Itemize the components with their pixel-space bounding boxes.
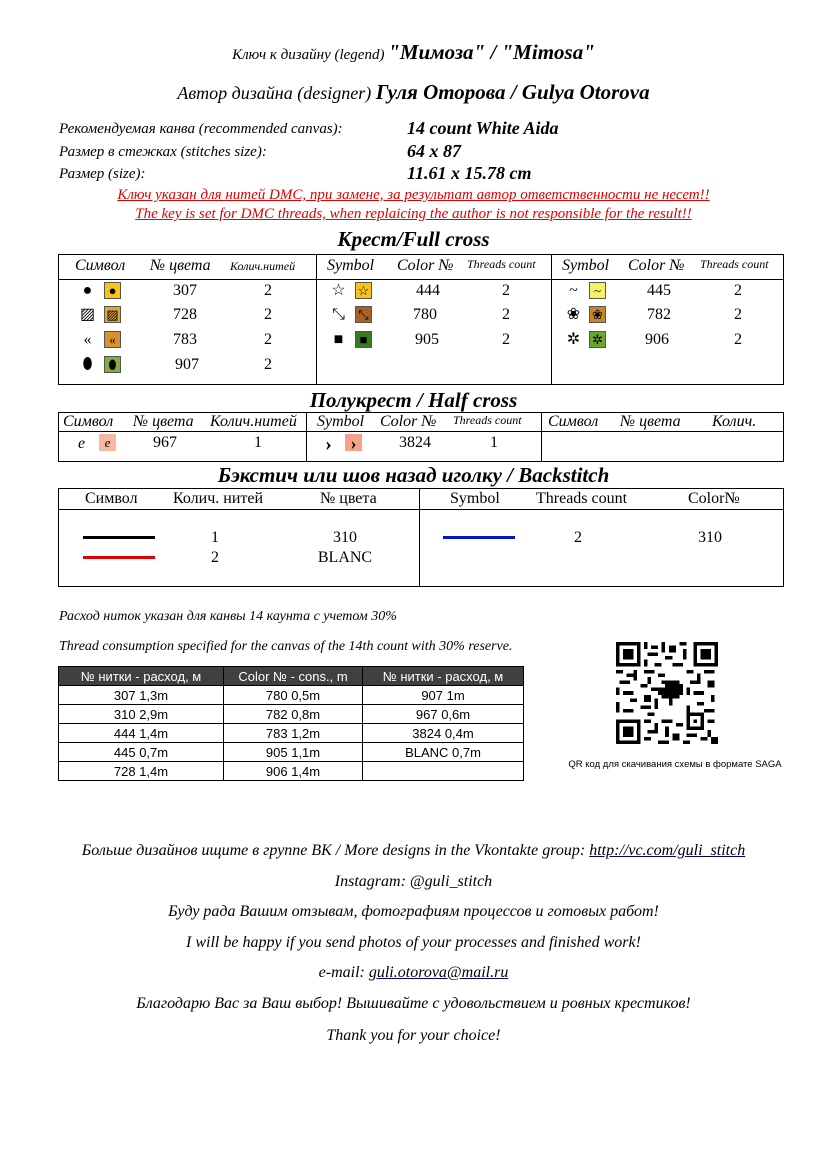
fc-color-905: 905 bbox=[415, 331, 439, 348]
bs-color-310: 310 bbox=[333, 529, 357, 546]
fc-color-782: 782 bbox=[647, 306, 671, 323]
canvas-value: 14 count White Aida bbox=[407, 118, 559, 138]
fc-symbol-783: « bbox=[83, 330, 92, 348]
fc-color-907: 907 bbox=[175, 356, 199, 373]
fc-h1-symbol: Символ bbox=[75, 257, 126, 274]
email-link[interactable]: guli.otorova@mail.ru bbox=[368, 964, 509, 981]
fc-h2-symbol: Symbol bbox=[327, 257, 375, 274]
fc-swatch-783: « bbox=[104, 331, 121, 348]
footer-feedback-ru: Буду рада Вашим отзывам, фотографиям процессов и готовых работ! bbox=[168, 903, 659, 920]
cons-cell: 728 1,4m bbox=[59, 762, 224, 781]
fc-symbol-780: ⤡ bbox=[332, 305, 345, 323]
fc-color-783: 783 bbox=[173, 331, 197, 348]
fc-h3-symbol: Symbol bbox=[562, 257, 610, 274]
bs-count-310: 1 bbox=[211, 529, 219, 546]
fc-color-728: 728 bbox=[173, 306, 197, 323]
consumption-note-en: Thread consumption specified for the canvas of the 14th count with 30% reserve. bbox=[59, 639, 513, 654]
hc-swatch-3824: › bbox=[345, 434, 362, 451]
cons-cell: 905 1,1m bbox=[224, 743, 363, 762]
bs-count-blanc: 2 bbox=[211, 549, 219, 566]
cons-cell: BLANC 0,7m bbox=[363, 743, 524, 762]
fc-count-445: 2 bbox=[734, 282, 742, 299]
fc-swatch-444: ☆ bbox=[355, 282, 372, 299]
fc-swatch-782: ❀ bbox=[589, 306, 606, 323]
fc-count-728: 2 bbox=[264, 306, 272, 323]
bs-line-black bbox=[83, 536, 155, 539]
consumption-note-ru: Расход ниток указан для канвы 14 каунта с учетом 30% bbox=[59, 609, 397, 624]
cons-cell: 3824 0,4m bbox=[363, 724, 524, 743]
fc-color-780: 780 bbox=[413, 306, 437, 323]
footer-feedback-en: I will be happy if you send photos of your processes and finished work! bbox=[186, 934, 641, 951]
more-designs-text: Больше дизайнов ищите в группе ВК / More designs in the Vkontakte group: bbox=[81, 842, 586, 859]
size-label: Размер (size): bbox=[59, 166, 146, 182]
consumption-header-row bbox=[59, 667, 524, 686]
legend-title bbox=[0, 40, 827, 65]
fc-symbol-444: ☆ bbox=[331, 281, 346, 299]
hc-symbol-3824: › bbox=[325, 432, 332, 455]
backstitch-title: Бэкстич или шов назад иголку / Backstitch bbox=[217, 463, 610, 487]
fc-swatch-906: ✲ bbox=[589, 331, 606, 348]
bs-line-red bbox=[83, 556, 155, 559]
qr-caption: QR код для скачивания схемы в формате SAGA bbox=[568, 759, 782, 770]
hc-swatch-967: e bbox=[99, 434, 116, 451]
full-cross-title: Крест/Full cross bbox=[337, 227, 490, 251]
table-row bbox=[59, 743, 524, 762]
fc-count-905: 2 bbox=[502, 331, 510, 348]
warning-en: The key is set for DMC threads, when replaicing the author is not responsible for the result!! bbox=[135, 206, 692, 222]
fc-count-907: 2 bbox=[264, 356, 272, 373]
hc-color-967: 967 bbox=[153, 434, 177, 451]
warning-ru: Ключ указан для нитей DMC, при замене, за результат автор ответственности не несет!! bbox=[117, 187, 710, 203]
hc-h1-color: № цвета bbox=[133, 413, 194, 430]
cons-cell: 906 1,4m bbox=[224, 762, 363, 781]
fc-swatch-780: ⤡ bbox=[355, 306, 372, 323]
fc-count-783: 2 bbox=[264, 331, 272, 348]
table-row bbox=[59, 724, 524, 743]
email-label: e-mail: bbox=[318, 964, 365, 981]
bs-color-blanc: BLANC bbox=[317, 549, 373, 566]
backstitch-table bbox=[58, 488, 784, 587]
designer-prefix: Автор дизайна (designer) bbox=[177, 83, 372, 103]
cons-cell: 310 2,9m bbox=[59, 705, 224, 724]
half-cross-title: Полукрест / Half cross bbox=[309, 388, 518, 412]
cons-cell: 782 0,8m bbox=[224, 705, 363, 724]
size-value: 11.61 x 15.78 cm bbox=[407, 163, 532, 183]
hc-count-967: 1 bbox=[254, 434, 262, 451]
fc-count-307: 2 bbox=[264, 282, 272, 299]
bs-color-310-right: 310 bbox=[698, 529, 722, 546]
hc-h3-count: Колич. bbox=[712, 413, 757, 430]
fc-h3-count: Threads count bbox=[700, 257, 769, 271]
table-row bbox=[59, 686, 524, 705]
qr-code[interactable] bbox=[616, 642, 718, 744]
hc-h3-symbol: Символ bbox=[548, 413, 599, 430]
footer-thanks-ru: Благодарю Вас за Ваш выбор! Вышивайте с удовольствием и ровных крестиков! bbox=[136, 995, 691, 1012]
bs-hl-symbol: Символ bbox=[85, 490, 138, 507]
design-name: "Мимоза" / "Mimosa" bbox=[388, 40, 595, 64]
footer-more-designs bbox=[0, 842, 827, 860]
fc-h3-color: Color № bbox=[628, 257, 685, 274]
cons-cell: 444 1,4m bbox=[59, 724, 224, 743]
hc-h2-symbol: Symbol bbox=[317, 413, 365, 430]
footer-thanks-en: Thank you for your choice! bbox=[326, 1027, 501, 1044]
cons-cell bbox=[363, 762, 524, 781]
fc-symbol-907: ⬮ bbox=[82, 355, 93, 373]
fc-swatch-307: ● bbox=[104, 282, 121, 299]
footer-instagram: Instagram: @guli_stitch bbox=[334, 873, 493, 890]
fc-symbol-905: ■ bbox=[333, 330, 344, 348]
fc-count-782: 2 bbox=[734, 306, 742, 323]
bs-hl-color: № цвета bbox=[320, 490, 377, 507]
hc-symbol-967: e bbox=[77, 434, 86, 452]
hc-h2-color: Color № bbox=[380, 413, 437, 430]
hc-count-3824: 1 bbox=[490, 434, 498, 451]
table-row bbox=[59, 705, 524, 724]
stitches-label: Размер в стежках (stitches size): bbox=[59, 144, 267, 160]
fc-swatch-907: ⬮ bbox=[104, 356, 121, 373]
fc-symbol-307: ● bbox=[82, 281, 93, 299]
consumption-table bbox=[58, 666, 524, 781]
fc-swatch-445: ~ bbox=[589, 282, 606, 299]
fc-color-307: 307 bbox=[173, 282, 197, 299]
cons-cell: 783 1,2m bbox=[224, 724, 363, 743]
stitches-value: 64 x 87 bbox=[407, 141, 461, 161]
bs-hr-color: Color№ bbox=[688, 490, 740, 507]
hc-h1-count: Колич.нитей bbox=[210, 413, 297, 430]
fc-h2-color: Color № bbox=[397, 257, 454, 274]
hc-color-3824: 3824 bbox=[399, 434, 431, 451]
fc-color-906: 906 bbox=[645, 331, 669, 348]
hc-h1-symbol: Символ bbox=[63, 413, 114, 430]
fc-color-444: 444 bbox=[416, 282, 440, 299]
fc-count-780: 2 bbox=[502, 306, 510, 323]
bs-hl-count: Колич. нитей bbox=[173, 490, 264, 507]
fc-count-906: 2 bbox=[734, 331, 742, 348]
fc-swatch-728: ▨ bbox=[104, 306, 121, 323]
bs-hr-symbol: Symbol bbox=[450, 490, 500, 507]
bs-count-310-right: 2 bbox=[574, 529, 582, 546]
bs-hr-count: Threads count bbox=[536, 490, 628, 507]
cons-cell: 907 1m bbox=[363, 686, 524, 705]
hc-h3-color: № цвета bbox=[620, 413, 681, 430]
footer-email bbox=[0, 964, 827, 982]
fc-h2-count: Threads count bbox=[467, 257, 536, 271]
fc-color-445: 445 bbox=[647, 282, 671, 299]
cons-header-2: Color № - cons., m bbox=[224, 667, 363, 686]
cons-cell: 307 1,3m bbox=[59, 686, 224, 705]
fc-h1-count: Колич.нитей bbox=[230, 259, 296, 273]
designer-name: Гуля Оторова / Gulya Otorova bbox=[375, 80, 650, 104]
hc-h2-count: Threads count bbox=[453, 413, 522, 427]
canvas-label: Рекомендуемая канва (recommended canvas): bbox=[59, 121, 343, 137]
fc-symbol-782: ❀ bbox=[566, 305, 581, 323]
table-row bbox=[59, 762, 524, 781]
bs-line-blue bbox=[443, 536, 515, 539]
cons-cell: 445 0,7m bbox=[59, 743, 224, 762]
cons-header-3: № нитки - расход, м bbox=[363, 667, 524, 686]
cons-header-1: № нитки - расход, м bbox=[59, 667, 224, 686]
designer-title bbox=[0, 80, 827, 105]
fc-count-444: 2 bbox=[502, 282, 510, 299]
cons-cell: 780 0,5m bbox=[224, 686, 363, 705]
fc-symbol-906: ✲ bbox=[566, 330, 581, 348]
legend-prefix: Ключ к дизайну (legend) bbox=[232, 47, 385, 63]
fc-symbol-445: ~ bbox=[569, 281, 578, 299]
fc-h1-color: № цвета bbox=[150, 257, 211, 274]
fc-swatch-905: ■ bbox=[355, 331, 372, 348]
cons-cell: 967 0,6m bbox=[363, 705, 524, 724]
fc-symbol-728: ▨ bbox=[79, 305, 96, 323]
vk-link[interactable]: http://vc.com/guli_stitch bbox=[589, 842, 746, 859]
